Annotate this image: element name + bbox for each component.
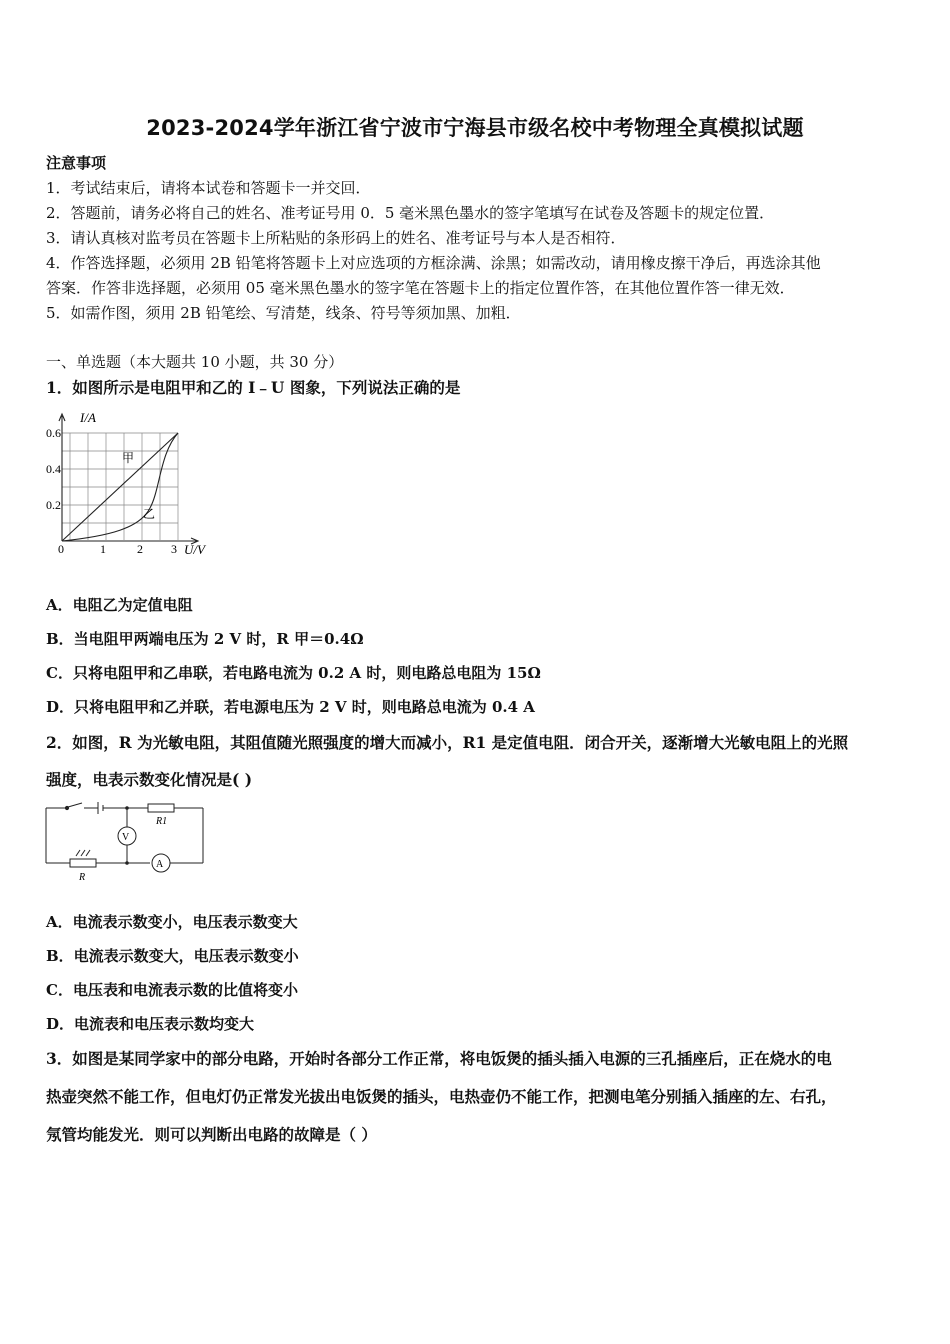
circuit-diagram bbox=[40, 798, 240, 888]
r-label: R bbox=[79, 872, 86, 883]
q1-option-a: A．电阻乙为定值电阻 bbox=[46, 596, 193, 614]
x-tick: 2 bbox=[137, 542, 143, 556]
x-tick: 0 bbox=[58, 542, 64, 556]
q1-option-c: C．只将电阻甲和乙串联，若电路电流为 0.2 A 时，则电路总电阻为 15Ω bbox=[46, 664, 541, 682]
q2-option-a: A．电流表示数变小，电压表示数变大 bbox=[46, 913, 298, 931]
notice-heading: 注意事项 bbox=[46, 154, 107, 172]
question-3-stem: 热壶突然不能工作，但电灯仍正常发光拔出电饭煲的插头，电热壶仍不能工作，把测电笔分别插入插座的左、右孔， bbox=[46, 1087, 837, 1106]
notice-item: 答案．作答非选择题，必须用 05 毫米黑色墨水的签字笔在答题卡上的指定位置作答，在其他位置作答一律无效． bbox=[46, 279, 795, 297]
label-jia: 甲 bbox=[122, 451, 135, 465]
iu-graph bbox=[40, 408, 220, 560]
notice-item: 4．作答选择题，必须用 2B 铅笔将答题卡上对应选项的方框涂满、涂黑；如需改动，请用橡皮擦干净后，再选涂其他 bbox=[46, 254, 821, 272]
question-3-stem: 氖管均能发光．则可以判断出电路的故障是（ ） bbox=[46, 1125, 377, 1144]
y-tick: 0.2 bbox=[46, 498, 61, 512]
label-yi: 乙 bbox=[143, 507, 156, 521]
page-title: 2023-2024学年浙江省宁波市宁海县市级名校中考物理全真模拟试题 bbox=[146, 116, 804, 140]
y-tick: 0.6 bbox=[46, 426, 61, 440]
notice-item: 2．答题前，请务必将自己的姓名、准考证号用 0．5 毫米黑色墨水的签字笔填写在试卷及答题卡的规定位置． bbox=[46, 204, 775, 222]
voltmeter-label: V bbox=[122, 832, 130, 843]
r1-label: R1 bbox=[156, 816, 168, 827]
ammeter-label: A bbox=[156, 859, 164, 870]
notice-item: 3．请认真核对监考员在答题卡上所粘贴的条形码上的姓名、准考证号与本人是否相符． bbox=[46, 229, 626, 247]
q1-option-d: D．只将电阻甲和乙并联，若电源电压为 2 V 时，则电路总电流为 0.4 A bbox=[46, 698, 535, 716]
x-tick: 3 bbox=[171, 542, 177, 556]
question-1-stem: 1．如图所示是电阻甲和乙的 I﹣U 图象，下列说法正确的是 bbox=[46, 378, 461, 397]
notice-item: 1．考试结束后，请将本试卷和答题卡一并交回． bbox=[46, 179, 371, 197]
question-3-stem: 3．如图是某同学家中的部分电路，开始时各部分工作正常，将电饭煲的插头插入电源的三孔插座后，正在烧水的电 bbox=[46, 1049, 832, 1068]
x-axis-label: U/V bbox=[184, 542, 205, 557]
section-heading: 一、单选题（本大题共 10 小题，共 30 分） bbox=[46, 353, 344, 371]
question-2-stem: 强度，电表示数变化情况是( ) bbox=[46, 770, 253, 789]
q1-option-b: B．当电阻甲两端电压为 2 V 时，R 甲＝0.4Ω bbox=[46, 630, 364, 648]
y-tick: 0.4 bbox=[46, 462, 61, 476]
q2-option-d: D．电流表和电压表示数均变大 bbox=[46, 1015, 255, 1033]
q2-option-b: B．电流表示数变大，电压表示数变小 bbox=[46, 947, 299, 965]
notice-item: 5．如需作图，须用 2B 铅笔绘、写清楚，线条、符号等须加黑、加粗． bbox=[46, 304, 521, 322]
question-2-stem: 2．如图，R 为光敏电阻，其阻值随光照强度的增大而减小，R1 是定值电阻．闭合开关，逐渐增大光敏电阻上的光照 bbox=[46, 733, 849, 752]
y-axis-label: I/A bbox=[80, 410, 96, 425]
x-tick: 1 bbox=[100, 542, 106, 556]
q2-option-c: C．电压表和电流表示数的比值将变小 bbox=[46, 981, 298, 999]
